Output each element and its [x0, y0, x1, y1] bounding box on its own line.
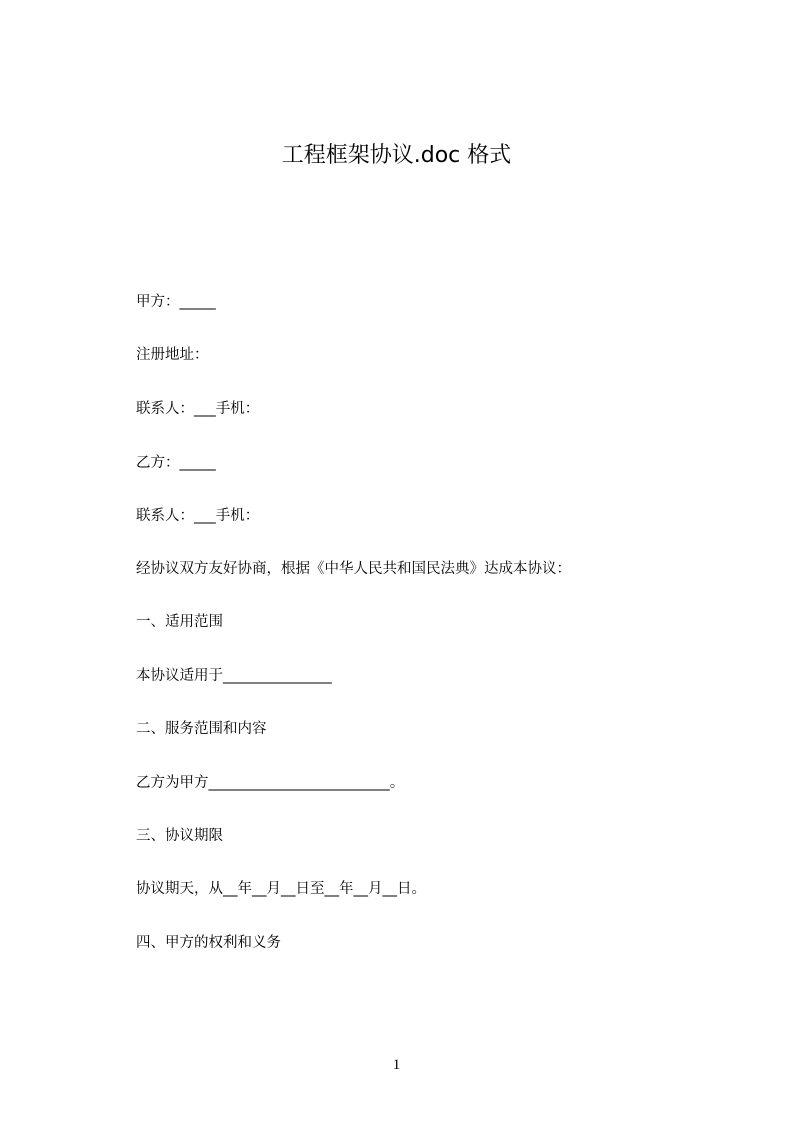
party-a-line: 甲方：_____: [136, 294, 216, 310]
document-title: 工程框架协议.doc 格式: [281, 143, 512, 168]
services-paragraph: 乙方为甲方_________________________。: [136, 775, 405, 791]
registered-address-line: 注册地址：: [136, 347, 209, 363]
section-heading-term: 三、协议期限: [136, 828, 223, 844]
page-number: 1: [392, 1057, 401, 1073]
section-heading-services: 二、服务范围和内容: [136, 721, 267, 737]
section-heading-party-a-rights: 四、甲方的权利和义务: [136, 935, 281, 951]
preamble-paragraph: 经协议双方友好协商，根据《中华人民共和国民法典》达成本协议：: [136, 561, 571, 577]
party-a-contact-line: 联系人：___手机：: [136, 401, 260, 417]
party-b-line: 乙方：_____: [136, 455, 216, 471]
scope-paragraph: 本协议适用于_______________: [136, 668, 332, 684]
party-b-contact-line: 联系人：___手机：: [136, 508, 260, 524]
term-paragraph: 协议期天，从__年__月__日至__年__月__日。: [136, 881, 426, 897]
section-heading-scope: 一、适用范围: [136, 614, 223, 630]
